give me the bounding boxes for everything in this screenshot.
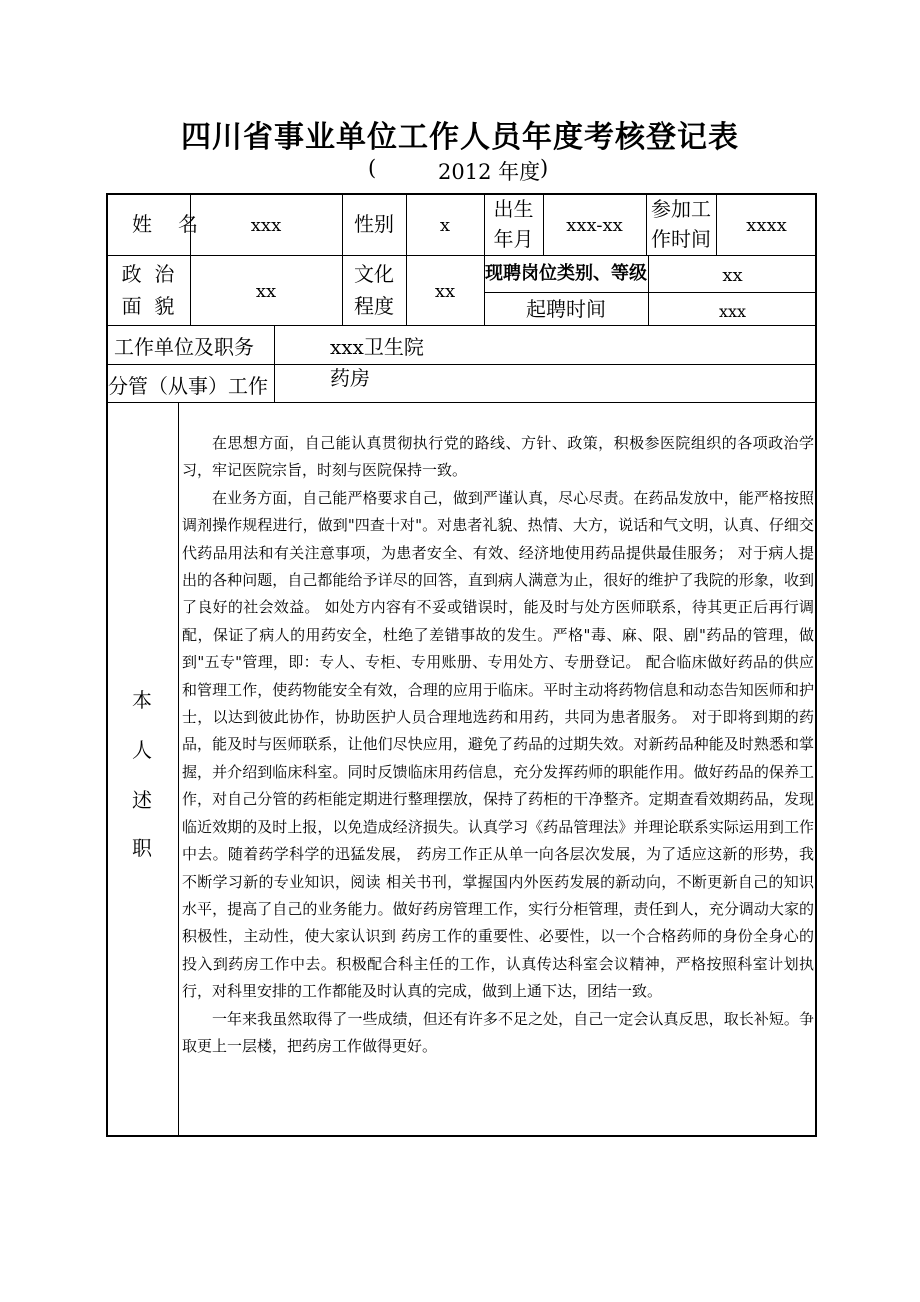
gender-label: 性别 — [354, 212, 394, 236]
col-divider — [178, 402, 179, 1137]
statement-label-char: 本 — [132, 688, 152, 712]
political-label-line2: 面 貌 — [121, 294, 175, 318]
self-statement-text — [182, 430, 814, 1060]
education-value: xx — [434, 281, 456, 302]
work-start-label-line2: 作时间 — [651, 227, 711, 251]
statement-paragraph: 在思想方面，自己能认真贯彻执行党的路线、方针、政策，积极参医院组织的各项政治学习，牢记医院宗旨，时刻与医院保持一致。 — [182, 434, 814, 480]
hire-date-label: 起聘时间 — [526, 297, 606, 321]
duty-label: 分管（从事）工作 — [108, 374, 268, 398]
row-divider — [106, 255, 817, 256]
col-divider — [274, 325, 275, 402]
gender-value: x — [439, 215, 451, 236]
work-unit-value: xxx卫生院 — [330, 335, 424, 359]
birth-label-line2: 年月 — [493, 227, 534, 251]
hire-date-value: xxx — [718, 302, 747, 321]
work-start-value: xxxx — [746, 215, 787, 236]
row-divider — [106, 364, 817, 365]
statement-label-char: 述 — [132, 788, 152, 812]
statement-paragraph: 在业务方面，自己能严格要求自己，做到严谨认真，尽心尽责。在药品发放中，能严格按照调剂操作规程进行，做到"四查十对"。对患者礼貌、热情、大方，说话和气文明，认真、仔细交代药品用法和有关注意事项，为患者安全、有效、经济地使用药品提供最佳服务； 对于病人提出的各种问题，自己都能给予详尽的回答，直到病人满意为止，很好的维护了我院的形象，收到了良好的社会效益。 如处方内容有不妥或错误时，能及时与处方医师联系，待其更正后再行调配，保证了病人的用药安全，杜绝了差错事故的发生。严格"毒、麻、限、剧"药品的管理，做到"五专"管理，即：专人、专柜、专用账册、专用处方、专册登记。 配合临床做好药品的供应和管理工作，使药物能安全有效，合理的应用于临床。平时主动将药物信息和动态告知医师和护士，以达到彼此协作，协助医护人员合理地选药和用药，共同为患者服务。 对于即将到期的药品，能及时与医师联系，让他们尽快应用，避免了药品的过期失效。对新药品种能及时熟悉和掌握，并介绍到临床科室。同时反馈临床用药信息，充分发挥药师的职能作用。做好药品的保养工作，对自己分管的药柜能定期进行整理摆放，保持了药柜的干净整齐。定期查看效期药品，发现临近效期的及时上报，以免造成经济损失。认真学习《药品管理法》并理论联系实际运用到工作中去。随着药学科学的迅猛发展， 药房工作正从单一向各层次发展，为了适应这新的形势，我不断学习新的专业知识，阅读 相关书刊，掌握国内外医药发展的新动向，不断更新自己的知识水平，提高了自己的业务能力。做好药房管理工作，实行分柜管理，责任到人，充分调动大家的积极性，主动性，使大家认识到 药房工作的重要性、必要性，以一个合格药师的身份全身心的投入到药房工作中去。积极配合科主任的工作，认真传达科室会议精神，严格按照科室计划执行，对科里安排的工作都能及时认真的完成，做到上通下达，团结一致。 — [182, 488, 814, 1001]
political-value: xx — [255, 281, 277, 302]
duty-value: 药房 — [330, 366, 370, 390]
post-category-value: xx — [722, 265, 743, 286]
education-label-line2: 程度 — [354, 294, 394, 318]
work-start-label-line1: 参加工 — [651, 197, 711, 221]
name-label-part2: 名 — [178, 212, 198, 236]
name-value: xxx — [250, 215, 282, 236]
form-title: 四川省事业单位工作人员年度考核登记表 — [181, 120, 739, 155]
post-category-label: 现聘岗位类别、等级 — [485, 263, 647, 284]
statement-label-char: 职 — [132, 836, 152, 860]
row-divider — [484, 292, 817, 293]
political-label-line1: 政 治 — [121, 262, 175, 286]
name-label-part1: 姓 — [132, 212, 152, 236]
year-close-paren: ) — [540, 156, 549, 180]
work-unit-label: 工作单位及职务 — [114, 335, 254, 359]
education-label-line1: 文化 — [354, 262, 394, 286]
statement-paragraph: 一年来我虽然取得了一些成绩，但还有许多不足之处，自己一定会认真反思，取长补短。争取更上一层楼，把药房工作做得更好。 — [182, 1009, 814, 1055]
birth-value: xxx-xx — [566, 215, 623, 236]
birth-label-line1: 出生 — [493, 197, 534, 221]
row-divider — [106, 402, 817, 403]
assessment-year: 2012 年度 — [438, 160, 541, 184]
statement-label-char: 人 — [132, 738, 152, 762]
year-open-paren: ( — [368, 156, 377, 180]
